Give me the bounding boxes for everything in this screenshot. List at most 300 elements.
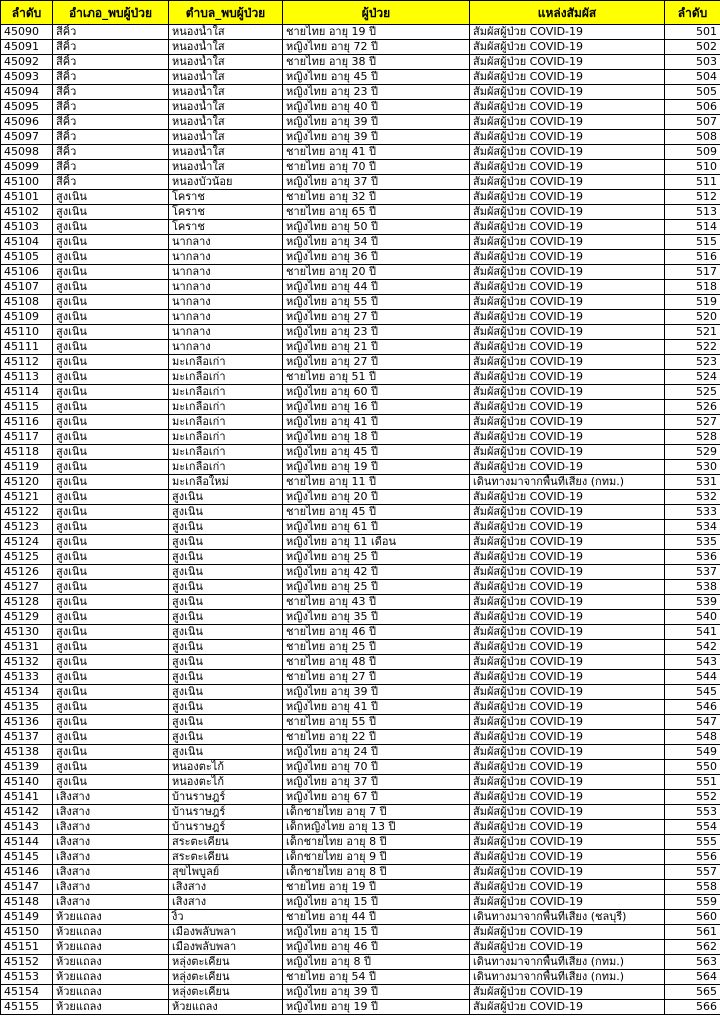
table-row — [1, 490, 720, 505]
sequence-cell: 522 — [665, 340, 720, 355]
case-number-cell: 45147 — [1, 880, 53, 895]
sequence-cell: 553 — [665, 805, 720, 820]
table-row — [1, 235, 720, 250]
district-cell: สูงเนิน — [53, 265, 169, 280]
patient-cell: ชายไทย อายุ 55 ปี — [283, 715, 470, 730]
sequence-cell: 521 — [665, 325, 720, 340]
case-number-cell: 45118 — [1, 445, 53, 460]
sequence-cell: 538 — [665, 580, 720, 595]
patient-cell: หญิงไทย อายุ 46 ปี — [283, 940, 470, 955]
case-number-cell: 45092 — [1, 55, 53, 70]
case-number-cell: 45128 — [1, 595, 53, 610]
case-number-cell: 45131 — [1, 640, 53, 655]
table-row — [1, 745, 720, 760]
table-row — [1, 40, 720, 55]
table-row — [1, 190, 720, 205]
patient-cell: หญิงไทย อายุ 25 ปี — [283, 580, 470, 595]
patient-cell: หญิงไทย อายุ 39 ปี — [283, 130, 470, 145]
exposure-source-cell: เดินทางมาจากพื้นที่เสี่ยง (กทม.) — [470, 475, 665, 490]
patient-cell: หญิงไทย อายุ 19 ปี — [283, 1000, 470, 1015]
table-row — [1, 310, 720, 325]
patient-cell: หญิงไทย อายุ 50 ปี — [283, 220, 470, 235]
table-row — [1, 220, 720, 235]
patient-cell: ชายไทย อายุ 45 ปี — [283, 505, 470, 520]
case-number-cell: 45155 — [1, 1000, 53, 1015]
exposure-source-cell: สัมผัสผู้ป่วย COVID-19 — [470, 445, 665, 460]
case-number-cell: 45098 — [1, 145, 53, 160]
table-row — [1, 340, 720, 355]
patient-cell: หญิงไทย อายุ 35 ปี — [283, 610, 470, 625]
exposure-source-cell: สัมผัสผู้ป่วย COVID-19 — [470, 460, 665, 475]
district-cell: สีคิ้ว — [53, 40, 169, 55]
subdistrict-cell: หนองน้ำใส — [169, 160, 283, 175]
patient-cell: ชายไทย อายุ 70 ปี — [283, 160, 470, 175]
table-row — [1, 370, 720, 385]
sequence-cell: 508 — [665, 130, 720, 145]
district-cell: ห้วยแถลง — [53, 940, 169, 955]
patient-cell: หญิงไทย อายุ 21 ปี — [283, 340, 470, 355]
subdistrict-cell: นากลาง — [169, 265, 283, 280]
table-row — [1, 940, 720, 955]
sequence-cell: 529 — [665, 445, 720, 460]
subdistrict-cell: สูงเนิน — [169, 670, 283, 685]
subdistrict-cell: มะเกลือเก่า — [169, 415, 283, 430]
exposure-source-cell: สัมผัสผู้ป่วย COVID-19 — [470, 595, 665, 610]
exposure-source-cell: สัมผัสผู้ป่วย COVID-19 — [470, 25, 665, 40]
sequence-cell: 513 — [665, 205, 720, 220]
exposure-source-cell: สัมผัสผู้ป่วย COVID-19 — [470, 85, 665, 100]
subdistrict-cell: หนองน้ำใส — [169, 40, 283, 55]
subdistrict-cell: เสิงสาง — [169, 895, 283, 910]
case-number-cell: 45140 — [1, 775, 53, 790]
case-number-cell: 45123 — [1, 520, 53, 535]
patient-cell: เด็กชายไทย อายุ 8 ปี — [283, 835, 470, 850]
subdistrict-cell: สูงเนิน — [169, 505, 283, 520]
patient-cell: ชายไทย อายุ 32 ปี — [283, 190, 470, 205]
table-row — [1, 325, 720, 340]
district-cell: เสิงสาง — [53, 835, 169, 850]
table-row — [1, 595, 720, 610]
sequence-cell: 523 — [665, 355, 720, 370]
exposure-source-cell: สัมผัสผู้ป่วย COVID-19 — [470, 715, 665, 730]
sequence-cell: 502 — [665, 40, 720, 55]
exposure-source-cell: สัมผัสผู้ป่วย COVID-19 — [470, 355, 665, 370]
sequence-cell: 544 — [665, 670, 720, 685]
district-cell: สีคิ้ว — [53, 145, 169, 160]
subdistrict-cell: หนองน้ำใส — [169, 70, 283, 85]
district-cell: สูงเนิน — [53, 535, 169, 550]
district-cell: สูงเนิน — [53, 205, 169, 220]
district-cell: สูงเนิน — [53, 415, 169, 430]
table-row — [1, 670, 720, 685]
exposure-source-cell: สัมผัสผู้ป่วย COVID-19 — [470, 430, 665, 445]
exposure-source-cell: สัมผัสผู้ป่วย COVID-19 — [470, 280, 665, 295]
table-row — [1, 1000, 720, 1015]
subdistrict-cell: หนองน้ำใส — [169, 130, 283, 145]
sequence-cell: 547 — [665, 715, 720, 730]
exposure-source-cell: สัมผัสผู้ป่วย COVID-19 — [470, 130, 665, 145]
sequence-cell: 552 — [665, 790, 720, 805]
sequence-cell: 542 — [665, 640, 720, 655]
subdistrict-cell: มะเกลือเก่า — [169, 460, 283, 475]
exposure-source-cell: สัมผัสผู้ป่วย COVID-19 — [470, 220, 665, 235]
case-number-cell: 45150 — [1, 925, 53, 940]
subdistrict-cell: สูงเนิน — [169, 685, 283, 700]
case-number-cell: 45106 — [1, 265, 53, 280]
patient-cell: หญิงไทย อายุ 19 ปี — [283, 460, 470, 475]
district-cell: ห้วยแถลง — [53, 985, 169, 1000]
sequence-cell: 554 — [665, 820, 720, 835]
case-number-cell: 45105 — [1, 250, 53, 265]
patient-cell: หญิงไทย อายุ 55 ปี — [283, 295, 470, 310]
subdistrict-cell: งิ้ว — [169, 910, 283, 925]
header-row — [1, 1, 720, 25]
district-cell: สูงเนิน — [53, 280, 169, 295]
table-row — [1, 460, 720, 475]
subdistrict-cell: บ้านราษฎร์ — [169, 820, 283, 835]
table-row — [1, 970, 720, 985]
subdistrict-cell: สูงเนิน — [169, 595, 283, 610]
sequence-cell: 511 — [665, 175, 720, 190]
patient-cell: ชายไทย อายุ 11 ปี — [283, 475, 470, 490]
subdistrict-cell: นากลาง — [169, 310, 283, 325]
district-cell: ห้วยแถลง — [53, 955, 169, 970]
subdistrict-cell: มะเกลือเก่า — [169, 445, 283, 460]
col-header-sequence: ลำดับ — [665, 1, 720, 25]
table-row — [1, 895, 720, 910]
exposure-source-cell: สัมผัสผู้ป่วย COVID-19 — [470, 685, 665, 700]
subdistrict-cell: บ้านราษฎร์ — [169, 805, 283, 820]
case-number-cell: 45090 — [1, 25, 53, 40]
table-row — [1, 160, 720, 175]
subdistrict-cell: นากลาง — [169, 250, 283, 265]
district-cell: ห้วยแถลง — [53, 910, 169, 925]
patient-cell: หญิงไทย อายุ 39 ปี — [283, 115, 470, 130]
case-number-cell: 45097 — [1, 130, 53, 145]
exposure-source-cell: สัมผัสผู้ป่วย COVID-19 — [470, 235, 665, 250]
district-cell: สูงเนิน — [53, 640, 169, 655]
subdistrict-cell: มะเกลือเก่า — [169, 430, 283, 445]
case-number-cell: 45130 — [1, 625, 53, 640]
subdistrict-cell: สูงเนิน — [169, 625, 283, 640]
case-number-cell: 45142 — [1, 805, 53, 820]
sequence-cell: 525 — [665, 385, 720, 400]
subdistrict-cell: โคราช — [169, 190, 283, 205]
patient-cell: ชายไทย อายุ 19 ปี — [283, 25, 470, 40]
table-row — [1, 790, 720, 805]
patient-cell: หญิงไทย อายุ 11 เดือน — [283, 535, 470, 550]
exposure-source-cell: สัมผัสผู้ป่วย COVID-19 — [470, 850, 665, 865]
case-number-cell: 45151 — [1, 940, 53, 955]
table-row — [1, 70, 720, 85]
sequence-cell: 519 — [665, 295, 720, 310]
subdistrict-cell: มะเกลือเก่า — [169, 400, 283, 415]
subdistrict-cell: เมืองพลับพลา — [169, 940, 283, 955]
case-number-cell: 45120 — [1, 475, 53, 490]
case-number-cell: 45113 — [1, 370, 53, 385]
patient-cell: หญิงไทย อายุ 18 ปี — [283, 430, 470, 445]
sequence-cell: 558 — [665, 880, 720, 895]
exposure-source-cell: สัมผัสผู้ป่วย COVID-19 — [470, 205, 665, 220]
case-number-cell: 45125 — [1, 550, 53, 565]
exposure-source-cell: สัมผัสผู้ป่วย COVID-19 — [470, 670, 665, 685]
exposure-source-cell: สัมผัสผู้ป่วย COVID-19 — [470, 535, 665, 550]
district-cell: สีคิ้ว — [53, 175, 169, 190]
district-cell: สูงเนิน — [53, 625, 169, 640]
table-row — [1, 730, 720, 745]
district-cell: สีคิ้ว — [53, 160, 169, 175]
table-row — [1, 985, 720, 1000]
subdistrict-cell: หนองน้ำใส — [169, 55, 283, 70]
exposure-source-cell: สัมผัสผู้ป่วย COVID-19 — [470, 640, 665, 655]
case-number-cell: 45108 — [1, 295, 53, 310]
district-cell: ห้วยแถลง — [53, 970, 169, 985]
district-cell: สูงเนิน — [53, 760, 169, 775]
subdistrict-cell: สูงเนิน — [169, 640, 283, 655]
sequence-cell: 505 — [665, 85, 720, 100]
sequence-cell: 534 — [665, 520, 720, 535]
sequence-cell: 536 — [665, 550, 720, 565]
table-row — [1, 430, 720, 445]
subdistrict-cell: สูงเนิน — [169, 520, 283, 535]
sequence-cell: 516 — [665, 250, 720, 265]
case-number-cell: 45137 — [1, 730, 53, 745]
table-row — [1, 265, 720, 280]
district-cell: สูงเนิน — [53, 670, 169, 685]
case-number-cell: 45111 — [1, 340, 53, 355]
exposure-source-cell: สัมผัสผู้ป่วย COVID-19 — [470, 295, 665, 310]
patient-cell: หญิงไทย อายุ 15 ปี — [283, 925, 470, 940]
sequence-cell: 517 — [665, 265, 720, 280]
case-number-cell: 45094 — [1, 85, 53, 100]
patient-cell: หญิงไทย อายุ 8 ปี — [283, 955, 470, 970]
exposure-source-cell: สัมผัสผู้ป่วย COVID-19 — [470, 160, 665, 175]
table-row — [1, 520, 720, 535]
subdistrict-cell: สูงเนิน — [169, 535, 283, 550]
sequence-cell: 526 — [665, 400, 720, 415]
patient-cell: หญิงไทย อายุ 41 ปี — [283, 700, 470, 715]
district-cell: เสิงสาง — [53, 880, 169, 895]
table-row — [1, 775, 720, 790]
sequence-cell: 550 — [665, 760, 720, 775]
patient-cell: เด็กหญิงไทย อายุ 13 ปี — [283, 820, 470, 835]
exposure-source-cell: สัมผัสผู้ป่วย COVID-19 — [470, 880, 665, 895]
district-cell: สูงเนิน — [53, 430, 169, 445]
subdistrict-cell: เสิงสาง — [169, 880, 283, 895]
table-row — [1, 355, 720, 370]
table-row — [1, 820, 720, 835]
district-cell: สูงเนิน — [53, 595, 169, 610]
sequence-cell: 540 — [665, 610, 720, 625]
exposure-source-cell: สัมผัสผู้ป่วย COVID-19 — [470, 730, 665, 745]
case-number-cell: 45154 — [1, 985, 53, 1000]
patient-cell: เด็กชายไทย อายุ 8 ปี — [283, 865, 470, 880]
col-header-case-number: ลำดับ — [1, 1, 53, 25]
exposure-source-cell: สัมผัสผู้ป่วย COVID-19 — [470, 925, 665, 940]
table-row — [1, 610, 720, 625]
subdistrict-cell: หนองน้ำใส — [169, 100, 283, 115]
exposure-source-cell: สัมผัสผู้ป่วย COVID-19 — [470, 415, 665, 430]
case-number-cell: 45126 — [1, 565, 53, 580]
table-row — [1, 250, 720, 265]
patient-cell: ชายไทย อายุ 20 ปี — [283, 265, 470, 280]
patient-cell: หญิงไทย อายุ 23 ปี — [283, 85, 470, 100]
exposure-source-cell: สัมผัสผู้ป่วย COVID-19 — [470, 340, 665, 355]
patient-cell: ชายไทย อายุ 25 ปี — [283, 640, 470, 655]
subdistrict-cell: เมืองพลับพลา — [169, 925, 283, 940]
case-number-cell: 45145 — [1, 850, 53, 865]
exposure-source-cell: สัมผัสผู้ป่วย COVID-19 — [470, 325, 665, 340]
sequence-cell: 539 — [665, 595, 720, 610]
exposure-source-cell: สัมผัสผู้ป่วย COVID-19 — [470, 610, 665, 625]
subdistrict-cell: นากลาง — [169, 325, 283, 340]
district-cell: สูงเนิน — [53, 385, 169, 400]
case-number-cell: 45091 — [1, 40, 53, 55]
patient-cell: หญิงไทย อายุ 45 ปี — [283, 445, 470, 460]
sequence-cell: 507 — [665, 115, 720, 130]
table-row — [1, 925, 720, 940]
table-row — [1, 115, 720, 130]
exposure-source-cell: สัมผัสผู้ป่วย COVID-19 — [470, 310, 665, 325]
subdistrict-cell: หนองน้ำใส — [169, 115, 283, 130]
subdistrict-cell: สูงเนิน — [169, 700, 283, 715]
subdistrict-cell: สูงเนิน — [169, 715, 283, 730]
district-cell: สูงเนิน — [53, 475, 169, 490]
table-row — [1, 55, 720, 70]
sequence-cell: 543 — [665, 655, 720, 670]
district-cell: สูงเนิน — [53, 295, 169, 310]
sequence-cell: 520 — [665, 310, 720, 325]
sequence-cell: 551 — [665, 775, 720, 790]
subdistrict-cell: ห้วยแถลง — [169, 1000, 283, 1015]
case-number-cell: 45100 — [1, 175, 53, 190]
table-row — [1, 880, 720, 895]
table-row — [1, 625, 720, 640]
subdistrict-cell: มะเกลือใหม่ — [169, 475, 283, 490]
exposure-source-cell: เดินทางมาจากพื้นที่เสี่ยง (ชลบุรี) — [470, 910, 665, 925]
patient-cell: หญิงไทย อายุ 40 ปี — [283, 100, 470, 115]
exposure-source-cell: สัมผัสผู้ป่วย COVID-19 — [470, 250, 665, 265]
patient-cell: ชายไทย อายุ 44 ปี — [283, 910, 470, 925]
district-cell: ห้วยแถลง — [53, 925, 169, 940]
case-number-cell: 45133 — [1, 670, 53, 685]
district-cell: สูงเนิน — [53, 745, 169, 760]
table-row — [1, 535, 720, 550]
table-row — [1, 655, 720, 670]
case-number-cell: 45152 — [1, 955, 53, 970]
subdistrict-cell: มะเกลือเก่า — [169, 370, 283, 385]
district-cell: สีคิ้ว — [53, 100, 169, 115]
patient-cell: เด็กชายไทย อายุ 7 ปี — [283, 805, 470, 820]
district-cell: สีคิ้ว — [53, 55, 169, 70]
sequence-cell: 518 — [665, 280, 720, 295]
exposure-source-cell: สัมผัสผู้ป่วย COVID-19 — [470, 40, 665, 55]
district-cell: สูงเนิน — [53, 580, 169, 595]
patient-cell: หญิงไทย อายุ 67 ปี — [283, 790, 470, 805]
district-cell: สูงเนิน — [53, 550, 169, 565]
sequence-cell: 562 — [665, 940, 720, 955]
sequence-cell: 556 — [665, 850, 720, 865]
sequence-cell: 524 — [665, 370, 720, 385]
case-number-cell: 45114 — [1, 385, 53, 400]
district-cell: สูงเนิน — [53, 490, 169, 505]
exposure-source-cell: สัมผัสผู้ป่วย COVID-19 — [470, 115, 665, 130]
case-number-cell: 45124 — [1, 535, 53, 550]
district-cell: สีคิ้ว — [53, 115, 169, 130]
subdistrict-cell: หนองน้ำใส — [169, 85, 283, 100]
case-number-cell: 45101 — [1, 190, 53, 205]
subdistrict-cell: สูงเนิน — [169, 655, 283, 670]
exposure-source-cell: สัมผัสผู้ป่วย COVID-19 — [470, 805, 665, 820]
patient-cell: ชายไทย อายุ 43 ปี — [283, 595, 470, 610]
table-row — [1, 100, 720, 115]
patient-cell: ชายไทย อายุ 51 ปี — [283, 370, 470, 385]
sequence-cell: 532 — [665, 490, 720, 505]
subdistrict-cell: สูงเนิน — [169, 610, 283, 625]
patient-cell: ชายไทย อายุ 54 ปี — [283, 970, 470, 985]
subdistrict-cell: สระตะเคียน — [169, 835, 283, 850]
case-number-cell: 45138 — [1, 745, 53, 760]
sequence-cell: 535 — [665, 535, 720, 550]
subdistrict-cell: มะเกลือเก่า — [169, 385, 283, 400]
case-number-cell: 45144 — [1, 835, 53, 850]
subdistrict-cell: นากลาง — [169, 280, 283, 295]
district-cell: สูงเนิน — [53, 460, 169, 475]
district-cell: สูงเนิน — [53, 370, 169, 385]
case-number-cell: 45132 — [1, 655, 53, 670]
exposure-source-cell: สัมผัสผู้ป่วย COVID-19 — [470, 775, 665, 790]
table-row — [1, 280, 720, 295]
district-cell: สีคิ้ว — [53, 85, 169, 100]
district-cell: เสิงสาง — [53, 850, 169, 865]
case-number-cell: 45127 — [1, 580, 53, 595]
exposure-source-cell: สัมผัสผู้ป่วย COVID-19 — [470, 760, 665, 775]
sequence-cell: 541 — [665, 625, 720, 640]
patient-cell: หญิงไทย อายุ 45 ปี — [283, 70, 470, 85]
case-number-cell: 45139 — [1, 760, 53, 775]
case-number-cell: 45135 — [1, 700, 53, 715]
table-row — [1, 835, 720, 850]
subdistrict-cell: นากลาง — [169, 340, 283, 355]
table-row — [1, 130, 720, 145]
table-row — [1, 175, 720, 190]
district-cell: ห้วยแถลง — [53, 1000, 169, 1015]
sequence-cell: 530 — [665, 460, 720, 475]
district-cell: สูงเนิน — [53, 520, 169, 535]
case-number-cell: 45095 — [1, 100, 53, 115]
table-row — [1, 565, 720, 580]
case-number-cell: 45141 — [1, 790, 53, 805]
sequence-cell: 555 — [665, 835, 720, 850]
table-row — [1, 715, 720, 730]
exposure-source-cell: สัมผัสผู้ป่วย COVID-19 — [470, 940, 665, 955]
subdistrict-cell: โคราช — [169, 205, 283, 220]
exposure-source-cell: สัมผัสผู้ป่วย COVID-19 — [470, 550, 665, 565]
exposure-source-cell: สัมผัสผู้ป่วย COVID-19 — [470, 175, 665, 190]
sequence-cell: 531 — [665, 475, 720, 490]
district-cell: สูงเนิน — [53, 565, 169, 580]
exposure-source-cell: สัมผัสผู้ป่วย COVID-19 — [470, 520, 665, 535]
patient-cell: ชายไทย อายุ 19 ปี — [283, 880, 470, 895]
exposure-source-cell: สัมผัสผู้ป่วย COVID-19 — [470, 190, 665, 205]
case-number-cell: 45117 — [1, 430, 53, 445]
subdistrict-cell: มะเกลือเก่า — [169, 355, 283, 370]
case-number-cell: 45107 — [1, 280, 53, 295]
table-row — [1, 505, 720, 520]
exposure-source-cell: สัมผัสผู้ป่วย COVID-19 — [470, 400, 665, 415]
subdistrict-cell: สระตะเคียน — [169, 850, 283, 865]
patient-cell: ชายไทย อายุ 22 ปี — [283, 730, 470, 745]
